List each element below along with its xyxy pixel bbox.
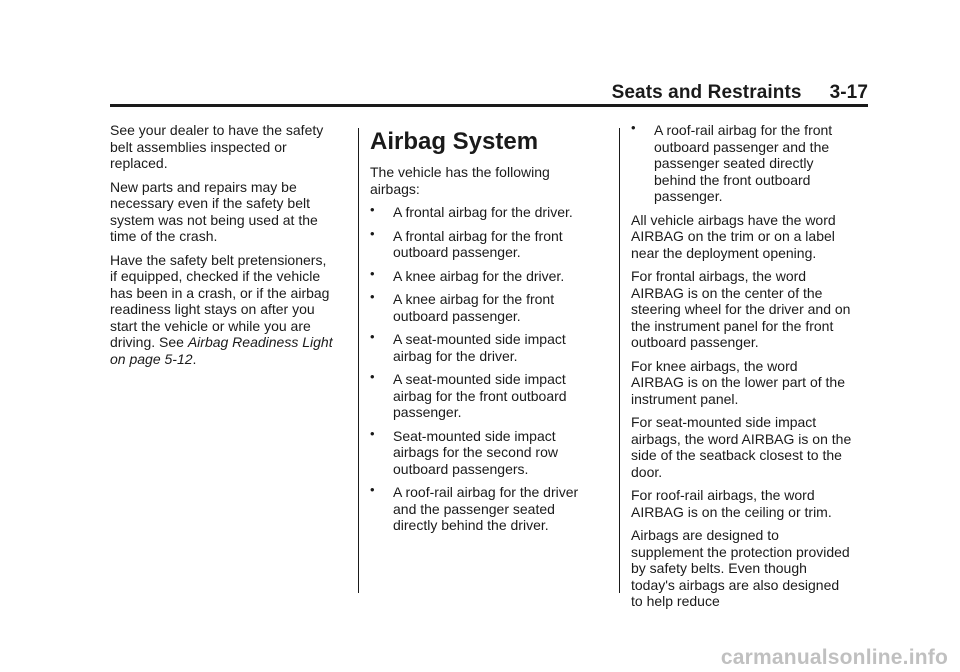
list-item <box>370 331 592 364</box>
list-item-text: A knee airbag for the driver. <box>393 267 565 284</box>
paragraph-end: . <box>192 350 197 367</box>
paragraph: For frontal airbags, the word AIRBAG is on the center of the steering wheel for the driver and on the instrument panel for the front outboard passenger. <box>631 268 851 350</box>
paragraph: See your dealer to have the safety belt assemblies inspected or replaced. <box>110 122 324 171</box>
section-heading: Airbag System <box>370 128 539 155</box>
paragraph: All vehicle airbags have the word AIRBAG on the trim or on a label near the deployment opening. <box>631 211 836 261</box>
bullet-icon: • <box>370 329 375 344</box>
list-item <box>370 371 592 421</box>
list-item-text: A seat-mounted side impact airbag for the driver. <box>393 331 566 364</box>
paragraph <box>110 252 336 368</box>
column-divider-2 <box>619 128 620 593</box>
paragraph: For roof-rail airbags, the word AIRBAG is on the ceiling or trim. <box>631 487 832 520</box>
bullet-icon: • <box>370 289 375 304</box>
watermark: carmanualsonline.info <box>720 646 948 669</box>
paragraph-text: Have the safety belt pretensioners, if equipped, checked if the vehicle has been in a crash, or if the airbag readiness light stays on after you start the vehicle or while you are driving. See <box>110 251 330 350</box>
bullet-icon: • <box>631 120 636 135</box>
bullet-icon: • <box>370 482 375 497</box>
list-item <box>370 425 592 478</box>
bullet-icon: • <box>370 369 375 384</box>
section-title: Seats and Restraints <box>611 82 802 103</box>
list-item-text: A knee airbag for the front outboard passenger. <box>393 291 555 324</box>
list-item <box>370 484 592 534</box>
intro-paragraph: The vehicle has the following airbags: <box>370 164 550 197</box>
list-item <box>370 225 592 261</box>
list-item-text: A roof-rail airbag for the driver and the passenger seated directly behind the driver. <box>393 484 579 533</box>
list-item-text: A frontal airbag for the front outboard passenger. <box>393 227 563 260</box>
paragraph: Airbags are designed to supplement the protection provided by safety belts. Even though today's airbags are also designed to help reduce <box>631 527 850 609</box>
airbag-list <box>370 204 592 534</box>
column-divider-1 <box>358 128 359 593</box>
list-item <box>370 291 592 324</box>
bullet-icon: • <box>370 202 375 217</box>
cross-reference-link[interactable]: Airbag Readiness Light on page 5-12 <box>110 334 333 367</box>
list-item <box>370 265 592 285</box>
list-item-text: Seat-mounted side impact airbags for the second row outboard passengers. <box>393 427 558 477</box>
bullet-icon: • <box>370 265 375 281</box>
column-1 <box>110 122 336 374</box>
airbag-list-continued <box>631 122 853 205</box>
column-3 <box>631 122 853 617</box>
paragraph: For knee airbags, the word AIRBAG is on the lower part of the instrument panel. <box>631 357 845 407</box>
page-number: 3-17 <box>829 82 868 103</box>
list-item-text: A frontal airbag for the driver. <box>393 204 573 220</box>
list-item <box>631 122 853 205</box>
header-rule <box>110 104 868 107</box>
list-item-text: A roof-rail airbag for the front outboard passenger and the passenger seated directly behind the front outboard passenger. <box>654 122 833 204</box>
bullet-icon: • <box>370 225 375 241</box>
bullet-icon: • <box>370 425 375 441</box>
list-item <box>370 204 592 221</box>
page-header <box>110 82 868 104</box>
list-item-text: A seat-mounted side impact airbag for the front outboard passenger. <box>393 371 567 420</box>
paragraph: For seat-mounted side impact airbags, the word AIRBAG is on the side of the seatback closest to the door. <box>631 414 852 480</box>
paragraph: New parts and repairs may be necessary even if the safety belt system was not being used at the time of the crash. <box>110 178 318 244</box>
column-2 <box>370 128 592 541</box>
